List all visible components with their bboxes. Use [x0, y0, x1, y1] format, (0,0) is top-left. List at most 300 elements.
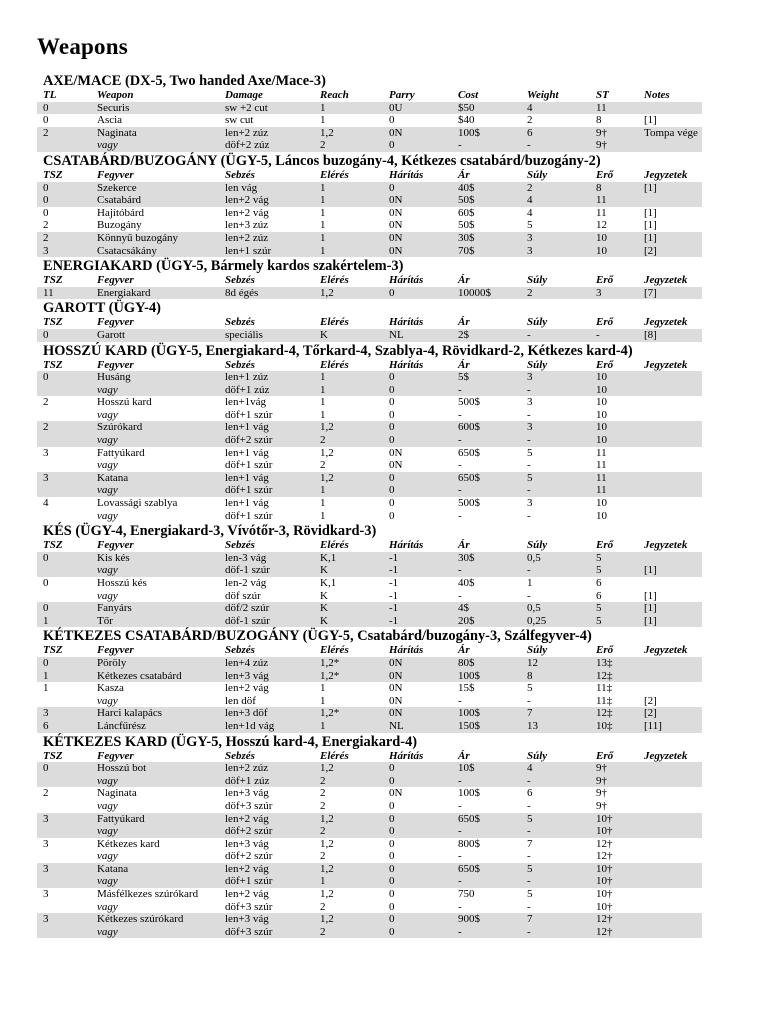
cell-tech-level: 3 — [43, 837, 49, 850]
table-row — [37, 863, 702, 876]
cell-cost: - — [452, 484, 521, 497]
cell-cost: 800$ — [458, 837, 480, 850]
cell-parry: -1 — [389, 589, 399, 602]
cell-reach: 1,2 — [314, 913, 383, 926]
cell-tech-level: 3 — [37, 472, 91, 485]
cell-damage: döf-1 szúr — [219, 615, 314, 628]
cell-damage: len vág — [219, 182, 314, 195]
column-header-strength: Erő — [596, 316, 614, 329]
cell-strength: 11 — [590, 484, 638, 497]
table-row-alternate-mode — [37, 875, 702, 888]
cell-damage: len+2 vág — [219, 194, 314, 207]
cell-damage: len+2 vág — [225, 888, 269, 901]
cell-notes — [638, 484, 702, 497]
cell-strength: 12† — [596, 850, 613, 863]
table-row-alternate-mode — [37, 139, 702, 152]
cell-strength: 12† — [590, 913, 638, 926]
column-header-weapon-name: Weapon — [97, 89, 134, 101]
cell-cost: - — [458, 589, 462, 602]
cell-weight: 4 — [521, 102, 590, 115]
cell-weapon-name: Harci kalapács — [91, 707, 219, 720]
cell-weapon-name: vagy — [91, 484, 219, 497]
cell-damage: döf+2 zúz — [219, 139, 314, 152]
section-title: CSATABÁRD/BUZOGÁNY (ÜGY-5, Láncos buzogány-4, Kétkezes csatabárd/buzogány-2) — [43, 152, 601, 169]
table-row-alternate-mode — [37, 434, 702, 447]
cell-damage: len+2 vág — [225, 682, 269, 695]
table-row-alternate-mode — [37, 484, 702, 497]
cell-reach: K — [314, 329, 383, 342]
cell-parry: 0 — [389, 114, 395, 127]
column-header-tech-level: TSZ — [43, 539, 63, 552]
cell-parry: 0 — [383, 875, 452, 888]
cell-reach: 1,2 — [320, 888, 334, 901]
cell-cost: 100$ — [452, 127, 521, 140]
column-header-strength: ST — [596, 89, 609, 101]
cell-cost: 500$ — [458, 396, 480, 409]
cell-strength: 10† — [596, 888, 613, 901]
cell-strength: 9† — [590, 139, 638, 152]
cell-weapon-name: Fattyúkard — [91, 813, 219, 826]
column-header-damage: Sebzés — [225, 644, 255, 657]
table-row — [37, 371, 702, 384]
cell-reach: 1 — [314, 384, 383, 397]
cell-notes — [638, 863, 702, 876]
section-title: KÉTKEZES KARD (ÜGY-5, Hosszú kard-4, Energiakard-4) — [43, 733, 418, 750]
column-header-reach: Elérés — [320, 749, 349, 762]
cell-parry: 0N — [389, 459, 403, 472]
cell-damage: döf+1 zúz — [219, 384, 314, 397]
cell-weight: - — [521, 484, 590, 497]
cell-parry: 0 — [389, 497, 395, 510]
cell-weapon-name: vagy — [97, 850, 118, 863]
cell-weight: 4 — [521, 762, 590, 775]
table-header-row — [37, 644, 702, 657]
cell-damage: len+1 vág — [219, 472, 314, 485]
weapon-section — [37, 153, 702, 257]
cell-parry: 0N — [383, 657, 452, 670]
column-header-strength: Erő — [596, 749, 614, 762]
column-header-damage: Sebzés — [225, 168, 255, 181]
cell-strength: 10 — [596, 396, 607, 409]
cell-weapon-name: vagy — [91, 825, 219, 838]
table-row-alternate-mode — [37, 564, 702, 577]
weapon-section — [37, 258, 702, 299]
column-header-weapon-name: Fegyver — [97, 749, 134, 762]
cell-damage: len+1 szúr — [219, 245, 314, 258]
weapon-table — [37, 316, 702, 341]
table-row-alternate-mode — [37, 901, 702, 914]
cell-weight: - — [527, 900, 531, 913]
cell-cost: 650$ — [458, 446, 480, 459]
cell-cost: 100$ — [458, 787, 480, 800]
cell-weapon-name: vagy — [91, 564, 219, 577]
column-header-parry: Hárítás — [389, 749, 424, 762]
table-row — [37, 577, 702, 590]
cell-reach: 2 — [314, 926, 383, 939]
cell-weapon-name: Pöröly — [91, 657, 219, 670]
column-header-weight: Súly — [527, 644, 548, 657]
table-row — [37, 329, 702, 342]
cell-tech-level: 3 — [37, 863, 91, 876]
cell-weight: 5 — [527, 446, 533, 459]
cell-cost: 500$ — [458, 497, 480, 510]
cell-weapon-name: Láncfűrész — [91, 720, 219, 733]
table-row — [37, 602, 702, 615]
section-title: KÉS (ÜGY-4, Energiakard-3, Vívótőr-3, Rövidkard-3) — [43, 523, 377, 540]
table-row — [37, 232, 702, 245]
table-row — [37, 207, 702, 220]
cell-strength: 11 — [596, 206, 607, 219]
cell-cost: 100$ — [452, 707, 521, 720]
cell-parry: 0 — [383, 762, 452, 775]
cell-strength: 8 — [590, 182, 638, 195]
cell-notes — [638, 577, 702, 590]
cell-strength: 12 — [596, 219, 607, 232]
cell-tech-level: 2 — [43, 787, 49, 800]
cell-reach: 2 — [320, 787, 326, 800]
cell-parry: 0N — [389, 787, 403, 800]
cell-reach: 2 — [314, 139, 383, 152]
cell-damage: len+3 vág — [225, 837, 269, 850]
column-header-reach: Elérés — [320, 316, 349, 329]
cell-strength: 5 — [590, 615, 638, 628]
cell-weight: - — [521, 775, 590, 788]
cell-reach: 1,2* — [314, 707, 383, 720]
cell-parry: 0 — [389, 837, 395, 850]
cell-cost: 40$ — [452, 182, 521, 195]
cell-weight: - — [521, 875, 590, 888]
table-row — [37, 219, 702, 232]
cell-strength: 10 — [596, 408, 607, 421]
cell-tech-level: 3 — [37, 813, 91, 826]
cell-parry: 0 — [383, 775, 452, 788]
table-row-alternate-mode — [37, 775, 702, 788]
column-header-tech-level: TSZ — [43, 168, 63, 181]
column-header-tech-level: TSZ — [43, 749, 63, 762]
cell-parry: 0 — [389, 408, 395, 421]
column-header-tech-level: TSZ — [43, 274, 63, 287]
table-row — [37, 913, 702, 926]
cell-tech-level — [37, 139, 91, 152]
cell-parry: 0 — [389, 900, 395, 913]
weapon-table — [37, 750, 702, 939]
cell-cost: - — [452, 434, 521, 447]
cell-cost: 10000$ — [452, 287, 521, 300]
cell-parry: 0N — [389, 219, 403, 232]
section-title: AXE/MACE (DX-5, Two handed Axe/Mace-3) — [43, 73, 326, 89]
column-header-cost: Cost — [458, 89, 479, 101]
cell-tech-level: 4 — [43, 497, 49, 510]
cell-reach: 1 — [320, 396, 326, 409]
cell-parry: 0 — [383, 863, 452, 876]
cell-tech-level: 3 — [37, 913, 91, 926]
table-row — [37, 421, 702, 434]
cell-weapon-name: Kétkezes szúrókard — [91, 913, 219, 926]
column-header-notes: Jegyzetek — [644, 749, 688, 762]
page-title: Weapons — [37, 34, 128, 59]
cell-parry: NL — [383, 329, 452, 342]
cell-parry: -1 — [389, 577, 399, 589]
cell-tech-level — [37, 901, 91, 914]
cell-cost: 900$ — [452, 913, 521, 926]
cell-cost: - — [452, 825, 521, 838]
column-header-cost: Ár — [458, 358, 470, 371]
cell-cost: 30$ — [452, 552, 521, 565]
cell-weapon-name: vagy — [91, 384, 219, 397]
cell-weight: 5 — [527, 888, 533, 901]
cell-tech-level — [37, 875, 91, 888]
cell-weapon-name: Energiakard — [91, 287, 219, 300]
cell-weapon-name: Ascia — [97, 114, 123, 127]
column-header-strength: Erő — [596, 168, 614, 181]
cell-parry: 0 — [389, 888, 395, 901]
cell-cost: 600$ — [452, 421, 521, 434]
column-header-notes: Jegyzetek — [644, 316, 688, 329]
cell-weapon-name: Könnyű buzogány — [91, 232, 219, 245]
cell-reach: 1 — [314, 194, 383, 207]
cell-notes — [638, 888, 702, 901]
cell-tech-level: 2 — [43, 219, 49, 232]
cell-strength: 11 — [590, 472, 638, 485]
cell-notes — [638, 901, 702, 914]
cell-reach: 1 — [314, 232, 383, 245]
cell-parry: 0N — [389, 682, 403, 695]
cell-notes — [638, 552, 702, 565]
table-row — [37, 552, 702, 565]
cell-weapon-name: Naginata — [97, 787, 137, 800]
cell-strength: 10 — [590, 421, 638, 434]
cell-tech-level: 0 — [43, 114, 49, 127]
cell-cost: 650$ — [452, 472, 521, 485]
cell-weight: 6 — [527, 787, 533, 800]
table-row-alternate-mode — [37, 384, 702, 397]
cell-strength: 12‡ — [590, 707, 638, 720]
cell-tech-level: 2 — [37, 232, 91, 245]
cell-weapon-name: vagy — [97, 459, 118, 472]
cell-notes: [1] — [644, 206, 657, 219]
cell-weapon-name: Fattyúkard — [97, 446, 145, 459]
weapon-table — [37, 539, 702, 627]
cell-reach: K — [314, 615, 383, 628]
column-header-reach: Elérés — [320, 168, 349, 181]
cell-cost: 750 — [458, 888, 475, 901]
column-header-notes: Jegyzetek — [644, 358, 688, 371]
cell-damage: len+2 vág — [219, 813, 314, 826]
cell-parry: 0N — [383, 670, 452, 683]
cell-weapon-name: Kétkezes csatabárd — [91, 670, 219, 683]
cell-weight: - — [521, 564, 590, 577]
cell-strength: 9† — [590, 775, 638, 788]
cell-cost: - — [452, 926, 521, 939]
cell-weapon-name: Katana — [91, 863, 219, 876]
cell-tech-level — [37, 409, 91, 422]
column-header-damage: Sebzés — [225, 316, 255, 329]
column-header-parry: Hárítás — [389, 644, 424, 657]
cell-parry: 0 — [383, 287, 452, 300]
cell-notes — [638, 800, 702, 813]
cell-strength: 10† — [590, 863, 638, 876]
cell-weight: - — [527, 509, 531, 522]
cell-parry: 0 — [383, 139, 452, 152]
table-row — [37, 762, 702, 775]
cell-cost: 80$ — [452, 657, 521, 670]
cell-tech-level: 2 — [37, 127, 91, 140]
table-row — [37, 888, 702, 901]
table-row — [37, 615, 702, 628]
cell-tech-level: 2 — [43, 396, 49, 409]
cell-weapon-name: Szúrókard — [91, 421, 219, 434]
section-title: KÉTKEZES CSATABÁRD/BUZOGÁNY (ÜGY-5, Csatabárd/buzogány-3, Szálfegyver-4) — [43, 628, 592, 645]
cell-strength: 12† — [596, 837, 613, 850]
cell-weight: 2 — [521, 287, 590, 300]
cell-weapon-name: Buzogány — [97, 219, 142, 232]
cell-damage: speciális — [219, 329, 314, 342]
cell-damage: döf+1 szúr — [225, 509, 273, 522]
cell-strength: 12† — [590, 926, 638, 939]
cell-parry: 0 — [383, 913, 452, 926]
column-header-weight: Súly — [527, 316, 548, 329]
cell-weapon-name: Kétkezes kard — [97, 837, 160, 850]
table-row — [37, 472, 702, 485]
cell-tech-level: 3 — [37, 245, 91, 258]
cell-strength: 10 — [596, 509, 607, 522]
cell-tech-level — [37, 926, 91, 939]
weapon-table — [37, 644, 702, 732]
column-header-notes: Notes — [644, 89, 670, 101]
table-header-row — [37, 89, 702, 102]
cell-weapon-name: vagy — [97, 900, 118, 913]
table-header-row — [37, 750, 702, 763]
cell-parry: 0N — [383, 232, 452, 245]
cell-cost: 100$ — [452, 670, 521, 683]
cell-notes: Tompa vége — [638, 127, 702, 140]
cell-weight: - — [521, 139, 590, 152]
cell-parry: 0N — [383, 194, 452, 207]
column-header-reach: Reach — [320, 89, 349, 101]
cell-parry: 0N — [389, 694, 403, 707]
cell-weapon-name: Naginata — [91, 127, 219, 140]
cell-strength: 10† — [590, 875, 638, 888]
cell-reach: 2 — [314, 825, 383, 838]
column-header-parry: Hárítás — [389, 316, 424, 329]
weapon-section — [37, 734, 702, 939]
cell-strength: 10 — [590, 232, 638, 245]
cell-weapon-name: vagy — [91, 434, 219, 447]
cell-strength: 10 — [590, 245, 638, 258]
cell-tech-level: 3 — [43, 888, 49, 901]
cell-strength: 9† — [596, 787, 607, 800]
cell-strength: 12‡ — [590, 670, 638, 683]
column-header-notes: Jegyzetek — [644, 644, 688, 657]
table-row-alternate-mode — [37, 850, 702, 863]
cell-strength: - — [590, 329, 638, 342]
column-header-weight: Súly — [527, 358, 548, 371]
cell-damage: len+1 vág — [225, 497, 269, 510]
cell-notes: [1] — [644, 589, 657, 602]
column-header-weight: Súly — [527, 168, 548, 181]
table-row — [37, 670, 702, 683]
cell-notes: [1] — [638, 564, 702, 577]
cell-tech-level — [37, 564, 91, 577]
cell-weapon-name: Securis — [91, 102, 219, 115]
cell-weight: - — [527, 589, 531, 602]
cell-notes: [2] — [638, 245, 702, 258]
column-header-cost: Ár — [458, 274, 470, 287]
cell-cost: $40 — [458, 114, 475, 127]
cell-reach: 1 — [320, 694, 326, 707]
cell-tech-level: 0 — [37, 602, 91, 615]
cell-weapon-name: Csatabárd — [91, 194, 219, 207]
table-row — [37, 447, 702, 460]
cell-reach: 2 — [320, 900, 326, 913]
cell-notes — [638, 657, 702, 670]
cell-weight: - — [527, 408, 531, 421]
cell-reach: 1 — [320, 114, 326, 127]
table-row — [37, 657, 702, 670]
cell-weapon-name: Katana — [91, 472, 219, 485]
cell-parry: 0 — [383, 434, 452, 447]
section-title: ENERGIAKARD (ÜGY-5, Bármely kardos szakértelem-3) — [43, 258, 404, 275]
table-row — [37, 114, 702, 127]
cell-damage: len+2 zúz — [219, 232, 314, 245]
cell-weight: 0,5 — [521, 552, 590, 565]
cell-parry: 0 — [383, 371, 452, 384]
column-header-weight: Súly — [527, 539, 548, 552]
cell-weight: 7 — [521, 707, 590, 720]
column-header-notes: Jegyzetek — [644, 168, 688, 181]
cell-damage: döf szúr — [225, 589, 261, 602]
column-header-strength: Erő — [596, 274, 614, 287]
cell-reach: 1,2 — [314, 813, 383, 826]
table-row — [37, 838, 702, 851]
cell-cost: 4$ — [452, 602, 521, 615]
cell-strength: 9† — [590, 127, 638, 140]
cell-damage: len+4 zúz — [219, 657, 314, 670]
section-title: GAROTT (ÜGY-4) — [43, 300, 161, 317]
column-header-damage: Sebzés — [225, 539, 255, 552]
cell-reach: K,1 — [314, 552, 383, 565]
weapon-table — [37, 169, 702, 257]
cell-notes: [1] — [644, 219, 657, 232]
cell-strength: 10 — [596, 497, 607, 510]
cell-weight: - — [527, 694, 531, 707]
cell-strength: 10† — [596, 900, 613, 913]
column-header-damage: Sebzés — [225, 749, 255, 762]
column-header-weight: Weight — [527, 89, 559, 101]
cell-tech-level — [37, 590, 91, 603]
cell-notes — [638, 813, 702, 826]
table-row-alternate-mode — [37, 590, 702, 603]
cell-cost: 20$ — [452, 615, 521, 628]
cell-weight: 0,5 — [521, 602, 590, 615]
cell-notes — [638, 102, 702, 115]
column-header-cost: Ár — [458, 316, 470, 329]
weapon-table — [37, 274, 702, 299]
cell-tech-level: 0 — [37, 102, 91, 115]
cell-damage: döf+1 zúz — [219, 775, 314, 788]
cell-weight: 3 — [521, 245, 590, 258]
cell-weapon-name: vagy — [91, 926, 219, 939]
cell-strength: 10 — [590, 384, 638, 397]
column-header-damage: Sebzés — [225, 358, 255, 371]
cell-tech-level: 0 — [37, 552, 91, 565]
column-header-weapon-name: Fegyver — [97, 644, 134, 657]
cell-reach: 1,2 — [314, 762, 383, 775]
cell-strength: 10† — [590, 825, 638, 838]
cell-notes — [638, 510, 702, 523]
table-row-alternate-mode — [37, 695, 702, 708]
cell-weight: 7 — [527, 837, 533, 850]
